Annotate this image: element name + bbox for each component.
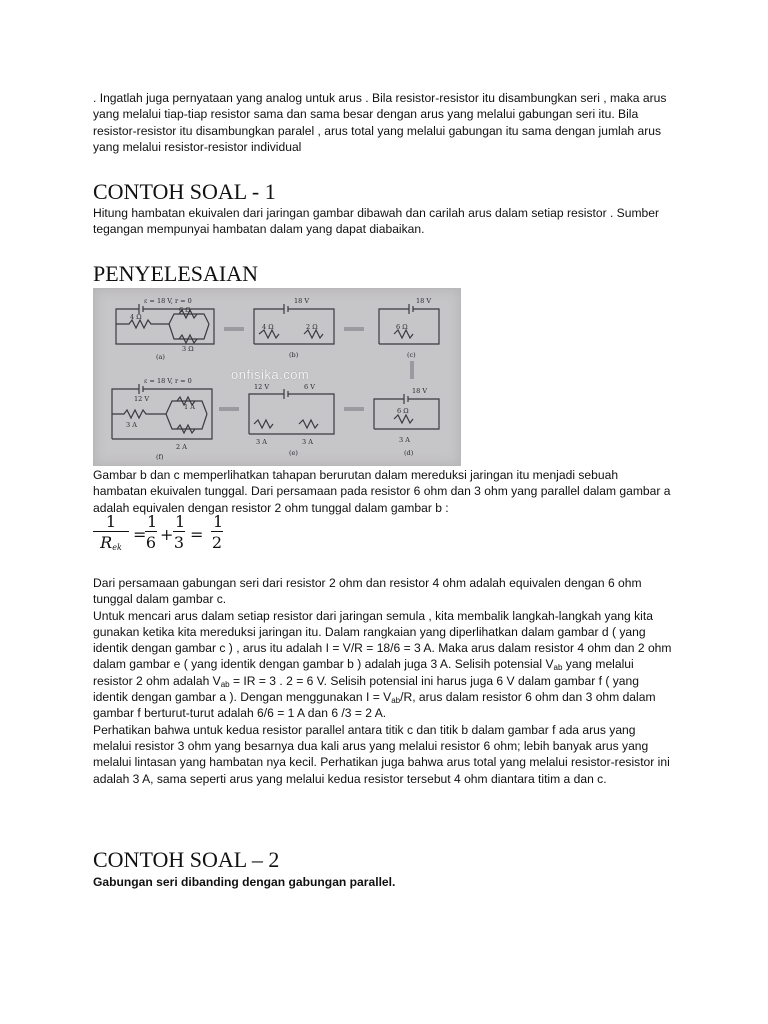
heading-contoh-soal-2: CONTOH SOAL – 2 <box>93 847 280 872</box>
fig-label-3ohm-a: 3 Ω <box>182 345 194 353</box>
fig-label-emf-a: ε = 18 V, r = 0 <box>144 297 192 305</box>
fig-label-3a-f: 3 A <box>126 421 137 429</box>
problem-2-text: Gabungan seri dibanding dengan gabungan parallel. <box>93 875 396 889</box>
fig-label-6ohm-a: 6 Ω <box>179 306 191 314</box>
fig-label-3a-e1: 3 A <box>256 438 267 446</box>
parallel-note-paragraph: Perhatikan bahwa untuk kedua resistor parallel antara titik c dan titik b dalam gambar f ada arus yang melalui resistor 3 ohm yang besarnya dua kali arus yang melalui resistor 6 ohm; lebih banyak arus yang melalui lintasan yang hambatan nya kecil. Perhatikan juga bahwa arus total yang melalui resistor-resistor ini adalah 3 A, sama seperti arus yang melalui kedua resistor tersebut 4 ohm diantara titim a dan c. <box>93 722 670 786</box>
fig-label-1a-f: 1 A <box>184 403 195 411</box>
fig-label-4ohm-b: 4 Ω <box>262 323 274 331</box>
fig-label-12v-e: 12 V <box>254 383 270 391</box>
equivalent-resistance-equation: 1 $R_{ek}$ = $\frac{1}{6}$ + $\frac{1}{3}$ = $\frac{1}{2}$ <box>93 513 233 557</box>
fraction-lhs: 1 $R_{ek}$ <box>93 513 129 552</box>
intro-paragraph: . Ingatlah juga pernyataan yang analog untuk arus . Bila resistor-resistor itu disambungkan seri , maka arus yang melalui tiap-tiap resistor sama dan sama besar dengan arus yang melalui gabungan seri itu. Bila resistor-resistor itu disambungkan paralel , arus total yang melalui gabungan itu sama dengan jumlah arus yang melalui resistor-resistor individual <box>93 91 667 154</box>
fig-label-2a-f: 2 A <box>176 443 187 451</box>
fraction-result: $\frac{1}{2}$ <box>211 512 224 552</box>
fig-label-18v-d: 18 V <box>412 387 428 395</box>
watermark: onfisika.com <box>231 367 310 382</box>
explanation-paragraph: Gambar b dan c memperlihatkan tahapan berurutan dalam mereduksi jaringan itu menjadi sebuah hambatan ekuivalen tunggal. Dari persamaan pada resistor 6 ohm dan 3 ohm yang parallel dalam gambar a adalah equivalen dengan resistor 2 ohm tunggal dalam gambar b : <box>93 468 671 515</box>
fig-label-6v-e: 6 V <box>304 383 315 391</box>
fig-caption-d: (d) <box>404 449 414 457</box>
heading-penyelesaian: PENYELESAIAN <box>93 261 258 286</box>
heading-contoh-soal-1: CONTOH SOAL - 1 <box>93 179 276 204</box>
current-paragraph: Untuk mencari arus dalam setiap resistor dari jaringan semula , kita membalik langkah-langkah yang kita gunakan ketika kita mereduksi jaringan itu. Dalam rangkaian yang diperlihatkan dalam gambar d ( yang identik dengan gambar c ) , arus itu adalah I = V/R = 18/6 = 3 A. Maka arus dalam resistor 4 ohm dan 2 ohm dalam gambar e ( yang identik dengan gambar b ) adalah juga 3 A. Selisih potensial $V_{ab}$ yang melalui resistor 2 ohm adalah $V_{ab}$ = IR = 3 . 2 = 6 V. Selisih potensial ini harus juga 6 V dalam gambar f ( yang identik dengan gambar a ). Dengan menggunakan $I = V_{ab}/R$, arus dalam resistor 6 ohm dan 3 ohm dalam gambar f berturut-turut adalah 6/6 = 1 A dan 6 /3 = 2 A. <box>93 608 672 721</box>
solution-body <box>93 575 675 787</box>
fig-caption-c: (c) <box>407 351 416 359</box>
fig-label-4ohm-a: 4 Ω <box>130 313 142 321</box>
fig-label-18v-b: 18 V <box>294 297 310 305</box>
fraction-term2: $\frac{1}{3}$ <box>173 512 186 552</box>
fig-label-6ohm-d: 6 Ω <box>397 407 409 415</box>
fig-label-18v-c: 18 V <box>416 297 432 305</box>
fig-caption-e: (e) <box>289 449 298 457</box>
fig-label-3a-e2: 3 A <box>302 438 313 446</box>
fig-caption-f: (f) <box>156 453 164 461</box>
series-paragraph: Dari persamaan gabungan seri dari resistor 2 ohm dan resistor 4 ohm adalah equivalen dengan 6 ohm tunggal dalam gambar c. <box>93 576 642 607</box>
fraction-term1: $\frac{1}{6}$ <box>145 512 158 552</box>
fig-label-12v-f: 12 V <box>134 395 150 403</box>
fig-caption-a: (a) <box>156 353 165 361</box>
fig-caption-b: (b) <box>289 351 299 359</box>
circuit-figure <box>93 288 461 466</box>
fig-label-emf-f: ε = 18 V, r = 0 <box>144 377 192 385</box>
fig-label-2ohm-b: 2 Ω <box>306 323 318 331</box>
fig-label-6ohm-c: 6 Ω <box>396 323 408 331</box>
fig-label-3a-d: 3 A <box>399 436 410 444</box>
problem-1-text: Hitung hambatan ekuivalen dari jaringan gambar dibawah dan carilah arus dalam setiap resistor . Sumber tegangan mempunyai hambatan dalam yang dapat diabaikan. <box>93 206 660 237</box>
